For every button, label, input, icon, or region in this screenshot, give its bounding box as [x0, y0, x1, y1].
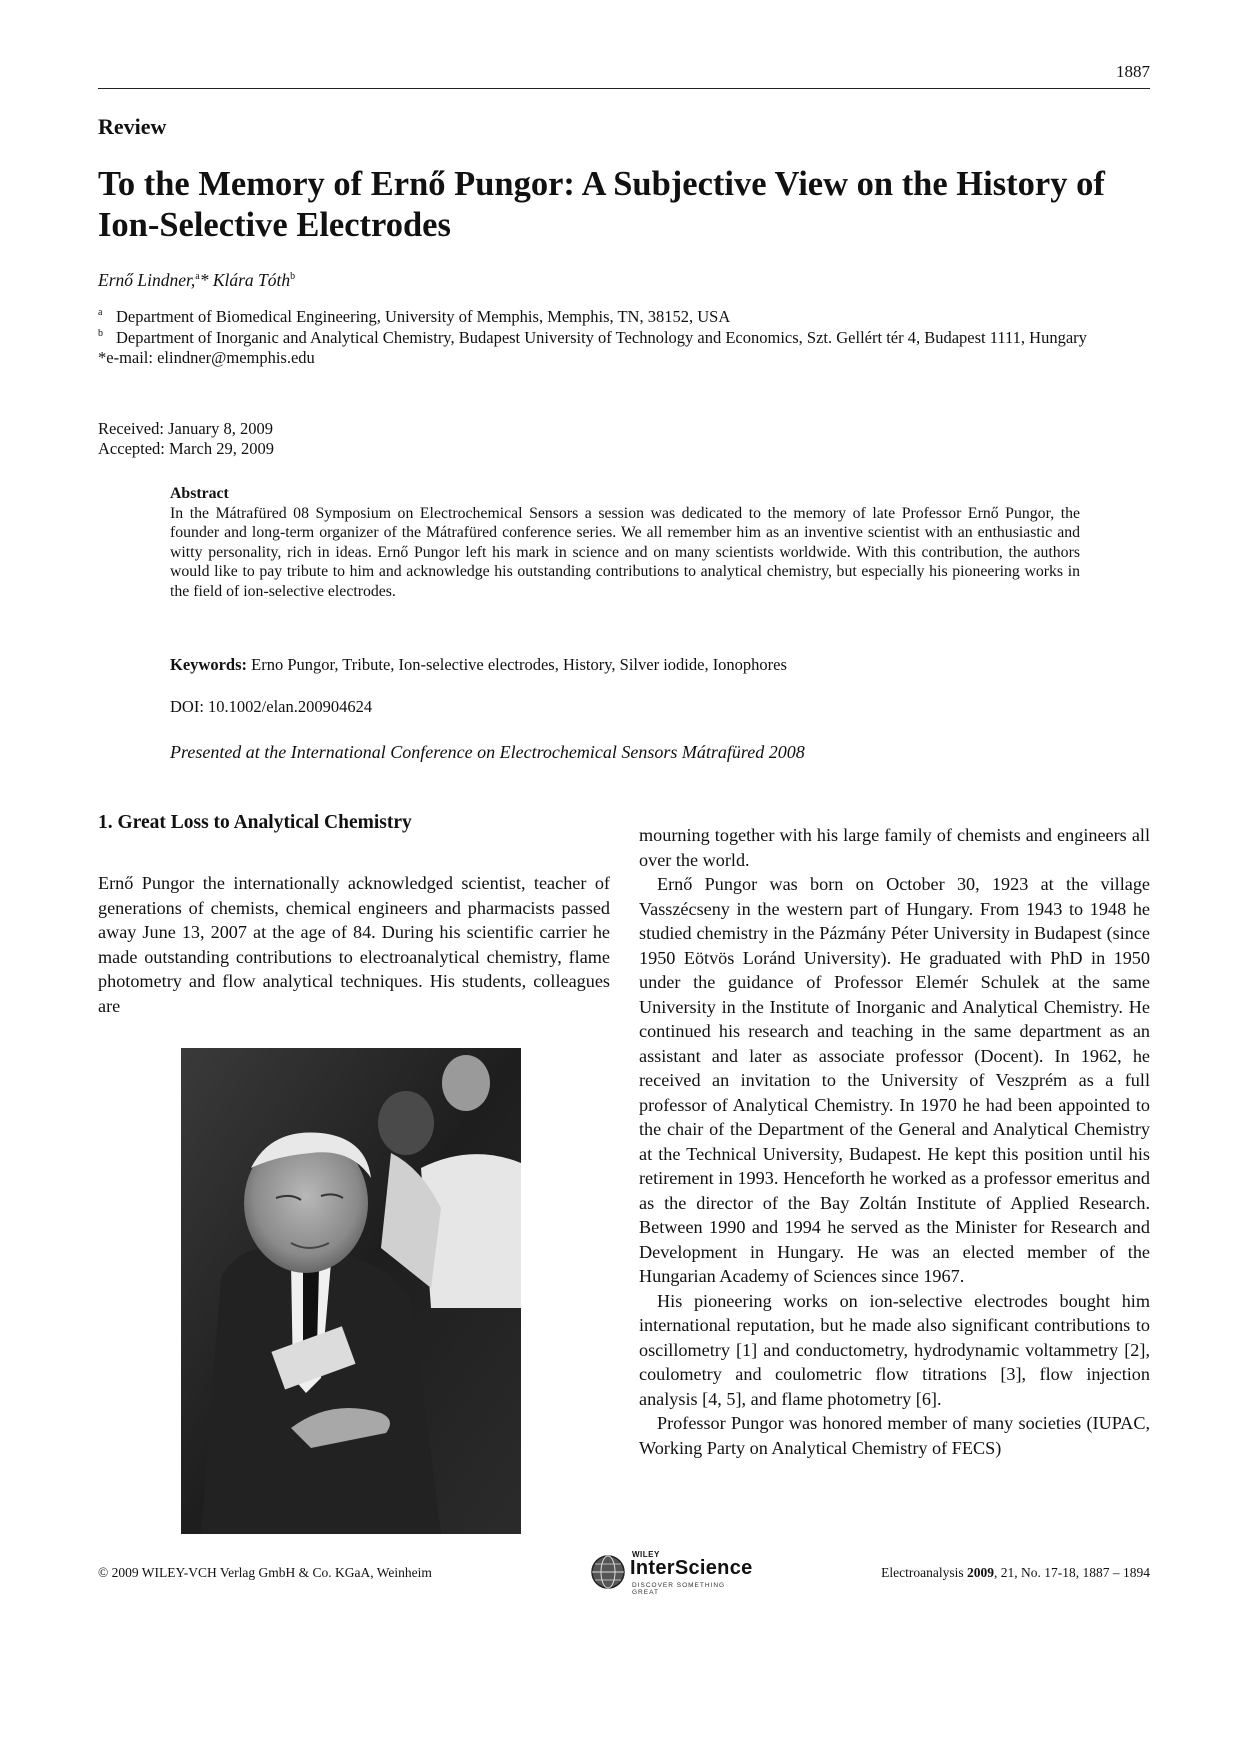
logo-brand-text: InterScience [630, 1557, 753, 1579]
copyright-notice: © 2009 WILEY-VCH Verlag GmbH & Co. KGaA, Weinheim [98, 1565, 432, 1580]
left-column [98, 812, 610, 1018]
affiliation-mark: b [98, 327, 103, 339]
author-toth: Klára Tóth [208, 270, 291, 290]
author-lindner-affil-mark: a [195, 271, 200, 283]
publisher-logo [590, 1550, 753, 1596]
page-number: 1887 [1116, 62, 1150, 81]
author-lindner: Ernő Lindner, [98, 270, 196, 290]
body-paragraph: mourning together with his large family of chemists and engineers all over the world. [639, 825, 1150, 870]
journal-volume: , 21, No. 17-18, 1887 – 1894 [994, 1565, 1150, 1580]
article-title: To the Memory of Ernő Pungor: A Subjective View on the History of Ion-Selective Electrodes [98, 165, 1105, 244]
affiliation-a [98, 307, 1158, 328]
abstract-body: In the Mátrafüred 08 Symposium on Electrochemical Sensors a session was dedicated to the memory of late Professor Ernő Pungor, the founder and long-term organizer of the Mátrafüred conference series. We all remember him as an inventive scientist with an enthusiastic and witty personality, rich in ideas. Ernő Pungor left his mark in science and on many scientists worldwide. With this contribution, the authors would like to pay tribute to him and acknowledge his outstanding contributions to analytical chemistry, but especially his pioneering works in the field of ion-selective electrodes. [170, 504, 1080, 600]
keywords-list: Erno Pungor, Tribute, Ion-selective electrodes, History, Silver iodide, Ionophores [247, 655, 787, 674]
portrait-photo [181, 1048, 521, 1534]
article-type-label: Review [98, 114, 167, 139]
keywords-label: Keywords: [170, 655, 247, 674]
header-rule [98, 88, 1150, 89]
journal-year: 2009 [967, 1565, 994, 1580]
contact-email: *e-mail: elindner@memphis.edu [98, 348, 315, 367]
affiliation-b [98, 328, 1158, 349]
journal-name: Electroanalysis [881, 1565, 967, 1580]
accepted-date: Accepted: March 29, 2009 [98, 439, 274, 458]
author-toth-affil-mark: b [290, 271, 296, 283]
globe-icon [590, 1554, 626, 1590]
article-dates [98, 419, 274, 459]
affiliation-text: Department of Biomedical Engineering, University of Memphis, Memphis, TN, 38152, USA [116, 307, 731, 326]
abstract [170, 484, 1080, 601]
journal-citation [881, 1565, 1150, 1581]
body-paragraph: Ernő Pungor was born on October 30, 1923 at the village Vasszécseny in the western part of Hungary. From 1943 to 1948 he studied chemistry in the Pázmány Péter University in Budapest (since 1950 Eötvös Loránd University). He graduated with PhD in 1950 under the guidance of Professor Elemér Schulek at the same University in the Institute of Inorganic and Analytical Chemistry. He continued his research and teaching in the same department as an assistant and later as associate professor (Docent). In 1962, he received an invitation to the University of Veszprém as a full professor of Analytical Chemistry. In 1970 he had been appointed to the chair of the Department of the General and Analytical Chemistry at the Technical University, Budapest. He kept this position until his retirement in 1993. Henceforth he worked as a professor emeritus and as the director of the Bay Zoltán Institute of Applied Research. Between 1990 and 1994 he served as the Minister for Research and Development in Hungary. He was an elected member of the Hungarian Academy of Sciences since 1967. [639, 874, 1150, 1286]
doi: DOI: 10.1002/elan.200904624 [170, 697, 373, 716]
right-column [639, 823, 1150, 1460]
keywords [170, 655, 787, 675]
author-line [98, 270, 295, 291]
affiliations [98, 307, 1158, 369]
logo-wiley-text: WILEY [632, 1550, 660, 1559]
affiliation-mark: a [98, 307, 103, 318]
corresponding-author-mark: * [199, 270, 209, 290]
body-paragraph: Ernő Pungor the internationally acknowledged scientist, teacher of generations of chemists, chemical engineers and pharmacists passed away June 13, 2007 at the age of 84. During his scientific carrier he made outstanding contributions to electroanalytical chemistry, flame photometry and flow analytical techniques. His students, colleagues are [98, 873, 610, 1016]
body-paragraph: His pioneering works on ion-selective electrodes bought him international reputation, but he made also significant contributions to oscillometry [1] and conductometry, hydrodynamic voltammetry [2], coulometry and coulometric flow titrations [3], flow injection analysis [4, 5], and flame photometry [6]. [639, 1290, 1150, 1409]
section-heading: 1. Great Loss to Analytical Chemistry [98, 812, 412, 833]
logo-tagline: DISCOVER SOMETHING GREAT [632, 1582, 726, 1596]
received-date: Received: January 8, 2009 [98, 419, 274, 438]
abstract-heading: Abstract [170, 485, 229, 502]
body-paragraph: Professor Pungor was honored member of many societies (IUPAC, Working Party on Analytical Chemistry of FECS) [639, 1413, 1150, 1458]
presented-note: Presented at the International Conference on Electrochemical Sensors Mátrafüred 2008 [170, 742, 805, 762]
affiliation-text: Department of Inorganic and Analytical Chemistry, Budapest University of Technology and Economics, Szt. Gellért tér 4, Budapest 1111, Hungary [116, 327, 1087, 347]
